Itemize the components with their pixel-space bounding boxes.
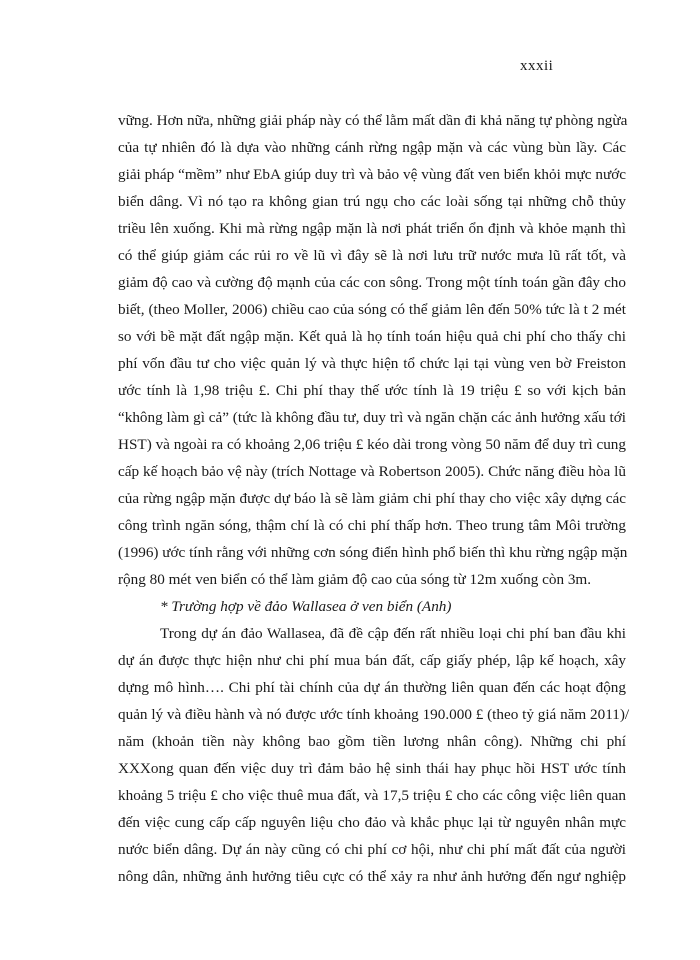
body-line: có thể giúp giảm các rủi ro về lũ vì đây sẽ là nơi lưu trữ nước mưa lũ rất tốt, và — [118, 247, 626, 264]
body-line: triều lên xuống. Khi mà rừng ngập mặn là nơi phát triển ổn định và khỏe mạnh thì — [118, 220, 626, 237]
body-line: so với bề mặt đất ngập mặn. Kết quả là họ tính toán hiệu quả chi phí cho thấy chi — [118, 328, 626, 345]
body-line: vững. Hơn nữa, những giải pháp này có thể lằm mất dần đi khả năng tự phòng ngừa — [118, 112, 628, 129]
body-line: của rừng ngập mặn được dự báo là sẽ làm giảm chi phí thay cho việc xây dựng các — [118, 490, 626, 507]
body-line: khoảng 5 triệu £ cho việc thuê mua đất, và 17,5 triệu £ cho các công việc liên quan — [118, 787, 626, 804]
page-number: xxxii — [520, 58, 554, 74]
body-line: dự án được thực hiện như chi phí mua bán đất, cấp giấy phép, lập kế hoạch, xây — [118, 652, 626, 669]
body-line: nông dân, những ảnh hưởng tiêu cực có thể xảy ra như ảnh hưởng đến ngư nghiệp — [118, 868, 626, 885]
body-line: nước biển dâng. Dự án này cũng có chi phí cơ hội, như chi phí mất đất của người — [118, 841, 626, 858]
body-line: “không làm gì cả” (tức là không đầu tư, duy trì và ngăn chặn các ảnh hưởng xấu tới — [118, 409, 626, 426]
body-line: công trình ngăn sóng, thậm chí là có chi phí thấp hơn. Theo trung tâm Môi trường — [118, 517, 626, 534]
body-line: cấp kế hoạch bảo vệ này (trích Nottage và Robertson 2005). Chức năng điều hòa lũ — [118, 463, 626, 480]
section-heading: * Trường hợp về đảo Wallasea ở ven biển (Anh) — [160, 598, 452, 615]
body-line: đến việc cung cấp cấp nguyên liệu cho đảo và khắc phục lại từ nguyên nhân mực — [118, 814, 626, 831]
body-line: phí vốn đầu tư cho việc quản lý và thực hiện tổ chức lại tại vùng ven bờ Freiston — [118, 355, 626, 372]
body-line: biết, (theo Moller, 2006) chiều cao của sóng có thể giảm lên đến 50% tức là t 2 mét — [118, 301, 626, 318]
body-line: quản lý và điều hành và nó được ước tính khoảng 190.000 £ (theo tỷ giá năm 2011)/ — [118, 706, 630, 723]
body-line: HST) và ngoài ra có khoảng 2,06 triệu £ kéo dài trong vòng 50 năm để duy trì cung — [118, 436, 626, 453]
body-line: XXXong quan đến việc duy trì đảm bảo hệ sinh thái hay phục hồi HST ước tính — [118, 760, 626, 777]
body-line: giải pháp “mềm” như EbA giúp duy trì và bảo vệ vùng đất ven biển khỏi mực nước — [118, 166, 626, 183]
body-line: Trong dự án đảo Wallasea, đã đề cập đến rất nhiều loại chi phí ban đầu khi — [160, 625, 626, 642]
body-line: (1996) ước tính rằng với những cơn sóng điển hình phổ biến thì khu rừng ngập mặn — [118, 544, 628, 561]
body-line: giảm độ cao và cường độ mạnh của các con sông. Trong một tính toán gần đây cho — [118, 274, 626, 291]
body-line: rộng 80 mét ven biển có thể làm giảm độ cao của sóng từ 12m xuống còn 3m. — [118, 571, 592, 588]
body-line: năm (khoản tiền này không bao gồm tiền lương nhân công). Những chi phí — [118, 733, 626, 750]
body-line: dựng mô hình…. Chi phí tài chính của dự án thường liên quan đến các hoạt động — [118, 679, 626, 696]
body-line: của tự nhiên đó là dựa vào những cánh rừng ngập mặn và các vùng bùn lầy. Các — [118, 139, 626, 156]
body-line: biển dâng. Vì nó tạo ra không gian trú ngụ cho các loài sống tại những chỗ thủy — [118, 193, 626, 210]
body-line: ước tính là 1,98 triệu £. Chi phí thay thế ước tính là 19 triệu £ so với kịch bản — [118, 382, 626, 399]
